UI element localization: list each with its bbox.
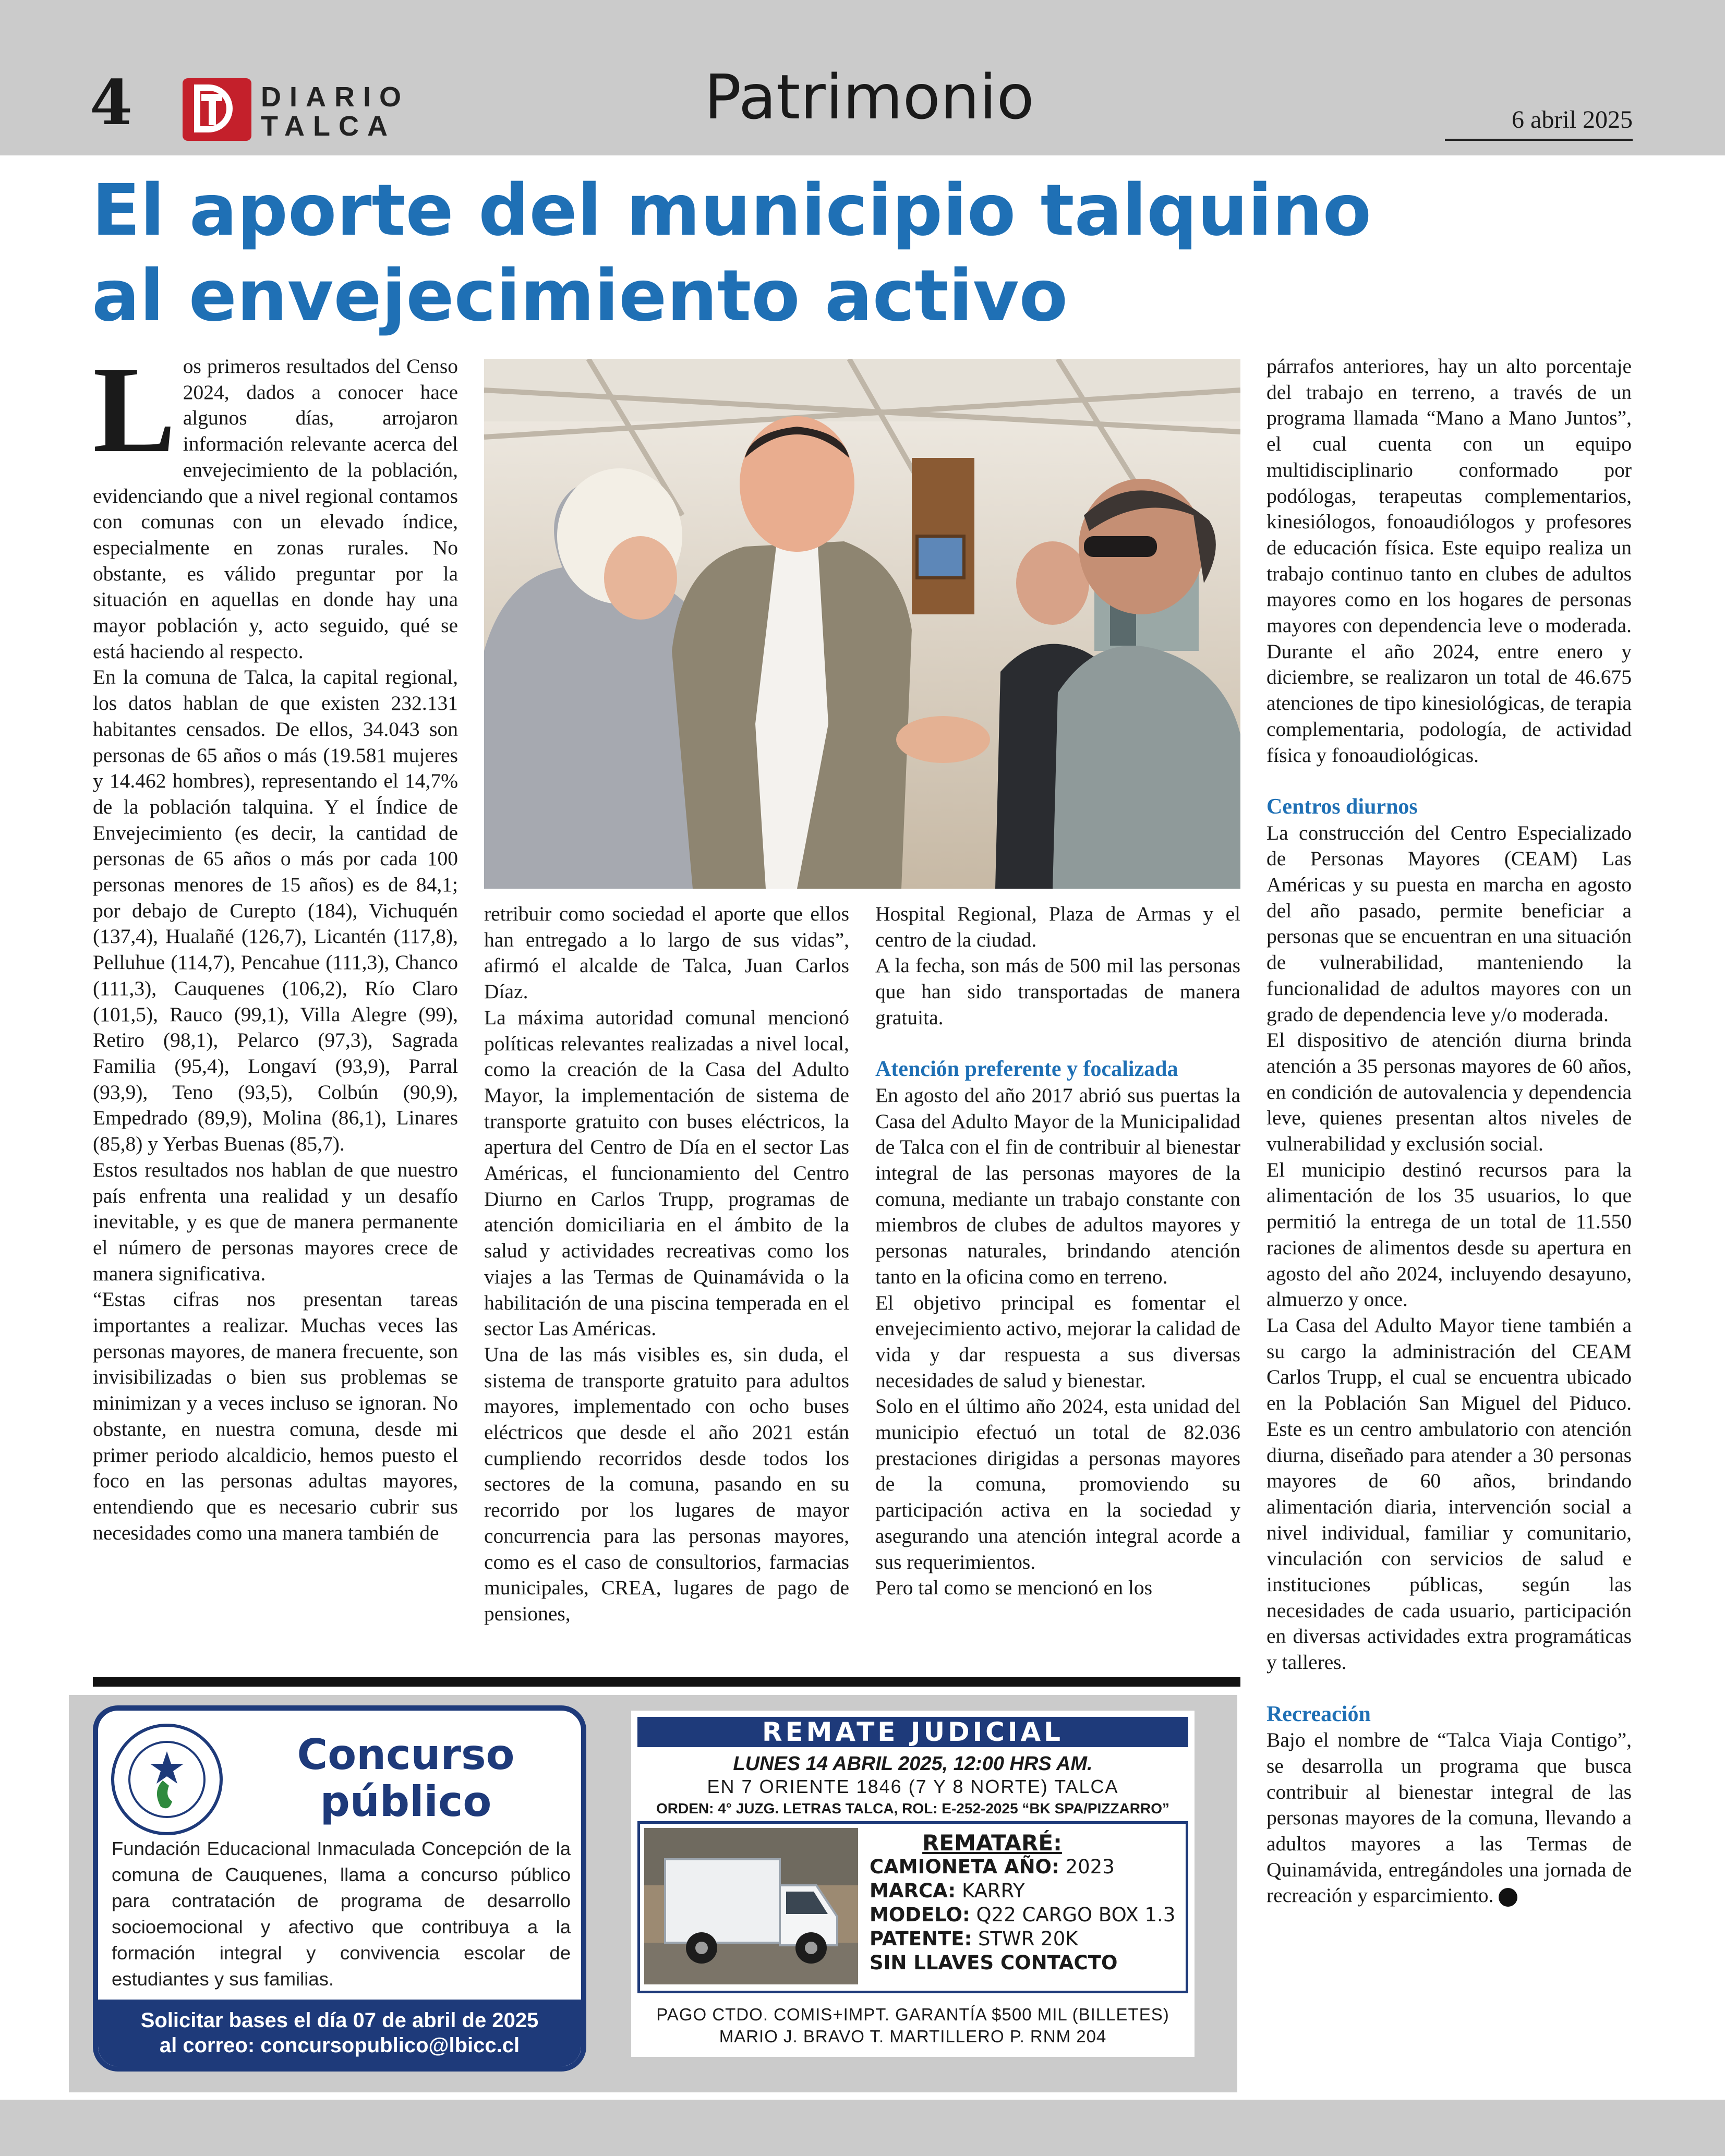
photo-illustration [484, 359, 1240, 889]
paragraph: La máxima autoridad comunal mencionó políticas relevantes realizadas a nivel local, como la creación de la Casa del Adulto Mayor, la implementación de sistema de transporte gratuito con buses eléctricos, la apertura del Centro de Día en el sector Las Américas, el funcionamiento del Centro Diurno en Carlos Trupp, programas de atención domiciliaria en el ámbito de la salud y actividades recreativas como los viajes a las Termas de Quinamávida o la habilitación de una piscina temperada en el sector Las Américas. [484, 1006, 849, 1340]
paragraph: Estos resultados nos hablan de que nuestro país enfrenta una realidad y un desafío inevitable, y es que de manera permanente el número de personas mayores crece de manera significativa. [93, 1158, 458, 1285]
paragraph: Solo en el último año 2024, esta unidad del municipio efectuó un total de 82.036 prestaciones dirigidas a personas mayores de la comuna, promoviendo su participación activa en la sociedad y asegurando una atención integral acorde a sus requerimientos. [875, 1395, 1240, 1573]
paragraph: En agosto del año 2017 abrió sus puertas la Casa del Adulto Mayor de la Municipalidad de Talca con el fin de contribuir al bienestar integral de las personas mayores de la comuna, mediante un trabajo constante con miembros de clubes de adultos mayores y personas naturales, brindando atención tanto en la oficina como en terreno. [875, 1083, 1240, 1288]
paragraph: La Casa del Adulto Mayor tiene también a su cargo la administración del CEAM Carlos Trupp, el cual se encuentra ubicado en la Población San Miguel del Piduco. Este es un centro ambulatorio con atención diurna, diseñado para atender a 30 personas mayores de 60 años, brindando alimentación diaria, intervención social a nivel individual, familiar y comunitario, vinculación con servicios de salud e instituciones públicas, según las necesidades de cada usuario, participación en diversas actividades extra programáticas y talleres. [1266, 1314, 1632, 1674]
paragraph: Bajo el nombre de “Talca Viaja Contigo”, se desarrolla un programa que busca contribuir al bienestar integral de las personas mayores de la comuna, llevando a adultos mayores a las Termas de Quinamávida, entregándoles una jornada de recreación y esparcimiento. [1266, 1728, 1632, 1907]
subheading: Centros diurnos [1266, 794, 1418, 819]
logo-wordmark: DIARIO TALCA [261, 81, 409, 142]
ad-title: Concurso público [297, 1730, 515, 1826]
paragraph: El municipio destinó recursos para la alimentación de los 35 usuarios, lo que permitió la entrega de un total de 11.550 raciones de alimentos desde su apertura en agosto del año 2024, incluyendo desayuno, almuerzo y once. [1266, 1158, 1632, 1311]
footer-bar [0, 2100, 1725, 2156]
drop-cap: L [93, 341, 176, 478]
paragraph: A la fecha, son más de 500 mil las personas que han sido transportadas de manera gratuita. [875, 954, 1240, 1029]
paragraph: El dispositivo de atención diurna brinda atención a 35 personas mayores de 60 años, en condición de autovalencia y dependencia leve, quienes presentan altos niveles de vulnerabilidad y exclusión social. [1266, 1028, 1632, 1156]
article-column-3 [875, 901, 1240, 1601]
article-photo [484, 359, 1240, 889]
paragraph: Una de las más visibles es, sin duda, el sistema de transporte gratuito para adultos mayores, implementado con ocho buses eléctricos que desde el año 2021 están cumpliendo recorridos desde todos los sectores de la comuna, pasando en su recorrido por los lugares de mayor concurrencia para las personas mayores, como es el caso de consultorios, farmacias municipales, CREA, lugares de pago de pensiones, [484, 1342, 849, 1625]
article-column-1 [93, 341, 458, 1546]
truck-photo [644, 1828, 858, 1984]
subheading: Atención preferente y focalizada [875, 1057, 1178, 1082]
ad-title: REMATE JUDICIAL [637, 1717, 1188, 1747]
remate-judicial-ad [631, 1711, 1195, 2057]
court-order: ORDEN: 4° JUZG. LETRAS TALCA, ROL: E-252-2025 “BK SPA/PIZZARRO” [656, 1800, 1170, 1816]
vehicle-box [637, 1821, 1188, 1993]
ad-footer: PAGO CTDO. COMIS+IMPT. GARANTÍA $500 MIL (BILLETES) MARIO J. BRAVO T. MARTILLERO P. RNM 204 [656, 2005, 1169, 2046]
page-number: 4 [90, 66, 133, 139]
paragraph: párrafos anteriores, hay un alto porcentaje del trabajo en terreno, a través de un programa llamada “Mano a Mano Juntos”, el cual cuenta con un equipo multidisciplinario conformado por podólogas, terapeutas complementarios, kinesiólogos, fonoaudiólogos y profesores de educación física. Este equipo realiza un trabajo continuo tanto en clubes de adultos mayores como en los hogares de personas mayores con dependencia leve o moderada. Durante el año 2024, entre enero y diciembre, se realizaron un total de 46.675 atenciones de tipo kinesiológicas, de terapia complementaria, podología, de actividad física y fonoaudiológicas. [1266, 355, 1632, 767]
subheading: Recreación [1266, 1702, 1371, 1726]
paragraph: En la comuna de Talca, la capital regional, los datos hablan de que existen 232.131 habitantes censados. De ellos, 34.043 son personas de 65 años o más (19.581 mujeres y 14.462 hombres), representando el 14,7% de la población talquina. Y el Índice de Envejecimiento (es decir, la cantidad de personas de 65 años o más por cada 100 personas menores de 15 años) es de 84,1; por debajo de Curepto (184), Vichuquén (137,4), Hualañé (126,7), Licantén (117,8), Pelluhue (114,7), Pencahue (111,3), Chanco (111,3), Cauquenes (106,2), Río Claro (101,5), Rauco (99,1), Villa Alegre (99), Retiro (98,1), Pelarco (97,3), Sagrada Familia (95,4), Longaví (93,9), Parral (93,9), Teno (93,5), Colbún (90,9), Empedrado (89,9), Molina (86,1), Linares (85,8) y Yerbas Buenas (85,7). [93, 665, 458, 1156]
ad-body: Fundación Educacional Inmaculada Concepción de la comuna de Cauquenes, llama a concurso público para contratación de programa de desarrollo socioemocional y afectivo que contribuya a la formación integral y convivencia escolar de estudiantes y sus familias. [112, 1838, 571, 1990]
section-divider [93, 1677, 1240, 1687]
paragraph: retribuir como sociedad el aporte que ellos han entregado a lo largo de sus vidas”, afirmó el alcalde de Talca, Juan Carlos Díaz. [484, 902, 849, 1003]
auction-address: EN 7 ORIENTE 1846 (7 Y 8 NORTE) TALCA [707, 1776, 1119, 1797]
vehicle-specs: REMATARÉ: CAMIONETA AÑO: 2023 MARCA: KARRY MODELO: Q22 CARGO BOX 1.3 PATENTE: STWR 20K SIN LLAVES CONTACTO [870, 1830, 1176, 1974]
paragraph: “Estas cifras nos presentan tareas importantes a realizar. Muchas veces las personas mayores, de manera frecuente, son invisibilizadas o bien sus problemas se minimizan y a veces incluso se ignoran. No obstante, en nuestra comuna, desde mi primer periodo alcaldicio, hemos puesto el foco en las personas adultas mayores, entendiendo que es necesario cubrir sus necesidades como una manera también de [93, 1288, 458, 1544]
end-mark-icon [1499, 1888, 1517, 1907]
section-title: Patrimonio [704, 61, 1034, 133]
school-crest-icon [111, 1723, 223, 1836]
issue-date: 6 abril 2025 [1512, 106, 1633, 134]
paragraph: Pero tal como se mencionó en los [875, 1576, 1152, 1600]
paragraph: El objetivo principal es fomentar el envejecimiento activo, mejorar la calidad de vida y dar respuesta a sus diversas necesidades de salud y bienestar. [875, 1291, 1240, 1392]
article-headline: El aporte del municipio talquino al envejecimiento activo [92, 169, 1372, 337]
date-underline [1445, 139, 1633, 141]
article-column-4 [1266, 354, 1632, 1909]
auction-date: LUNES 14 ABRIL 2025, 12:00 HRS AM. [733, 1753, 1093, 1775]
concurso-publico-ad [93, 1705, 586, 2072]
logo-mark-icon [183, 78, 251, 141]
paragraph: os primeros resultados del Censo 2024, dados a conocer hace algunos días, arrojaron información relevante acerca del envejecimiento de la población, evidenciando que a nivel regional contamos con comunas con un elevado índice, especialmente en zonas rurales. No obstante, es válido preguntar por la situación en aquellas en donde hay una mayor población y, acto seguido, qué se está haciendo al respecto. [93, 355, 458, 663]
ad-footer: Solicitar bases el día 07 de abril de 2025 al correo: concursopublico@lbicc.cl [98, 2000, 581, 2066]
paragraph: Hospital Regional, Plaza de Armas y el centro de la ciudad. [875, 902, 1240, 951]
paragraph: La construcción del Centro Especializado de Personas Mayores (CEAM) Las Américas y su puesta en marcha en agosto del año pasado, permite beneficiar a personas que se encuentran en una situación de vulnerabilidad, manteniendo la funcionalidad de adultos mayores con un grado de dependencia leve y/o moderada. [1266, 821, 1632, 1026]
article-column-2 [484, 901, 849, 1627]
